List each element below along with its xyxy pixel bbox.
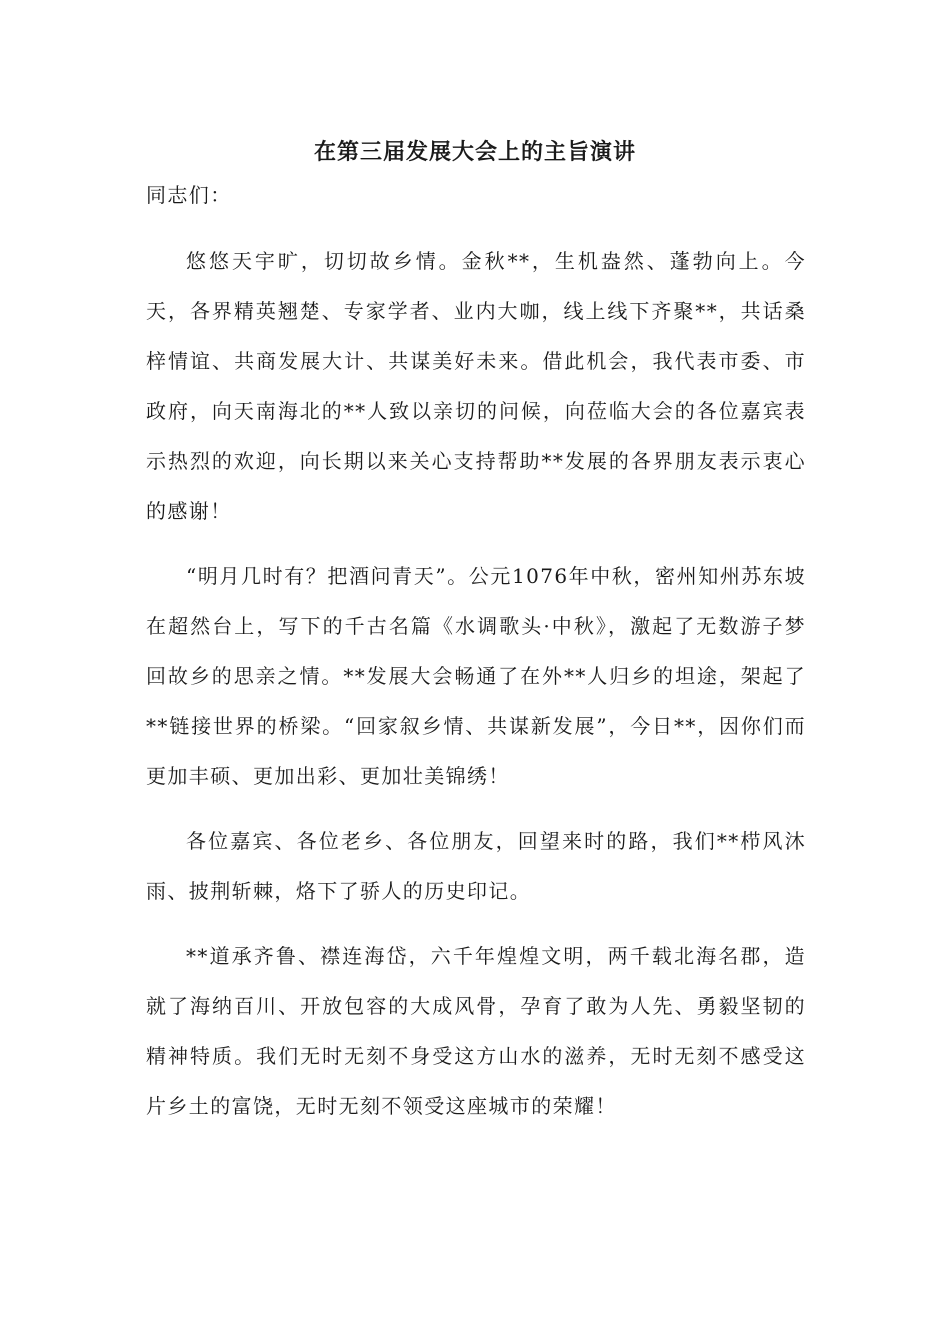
paragraph-1: 悠悠天宇旷，切切故乡情。金秋**，生机盎然、蓬勃向上。今天，各界精英翘楚、专家学者、业内大咖，线上线下齐聚**，共话桑梓情谊、共商发展大计、共谋美好未来。借此机会，我代表市委、市政府，向天南海北的**人致以亲切的问候，向莅临大会的各位嘉宾表示热烈的欢迎，向长期以来关心支持帮助**发展的各界朋友表示衷心的感谢！	[146, 249, 806, 523]
document-title: 在第三届发展大会上的主旨演讲	[313, 139, 636, 165]
paragraph-2: “明月几时有？把酒问青天”。公元1076年中秋，密州知州苏东坡在超然台上，写下的千古名篇《水调歌头·中秋》，激起了无数游子梦回故乡的思亲之情。**发展大会畅通了在外**人归乡的坦途，架起了**链接世界的桥梁。“回家叙乡情、共谋新发展”，今日**，因你们而更加丰硕、更加出彩、更加壮美锦绣！	[146, 564, 806, 788]
salutation: 同志们：	[146, 183, 232, 207]
document-body	[146, 170, 806, 1131]
paragraph-3: 各位嘉宾、各位老乡、各位朋友，回望来时的路，我们**栉风沐雨、披荆斩棘，烙下了骄人的历史印记。	[146, 829, 806, 903]
paragraph-4: **道承齐鲁、襟连海岱，六千年煌煌文明，两千载北海名郡，造就了海纳百川、开放包容的大成风骨，孕育了敢为人先、勇毅坚韧的精神特质。我们无时无刻不身受这方山水的滋养，无时无刻不感受这片乡土的富饶，无时无刻不领受这座城市的荣耀！	[146, 944, 806, 1118]
